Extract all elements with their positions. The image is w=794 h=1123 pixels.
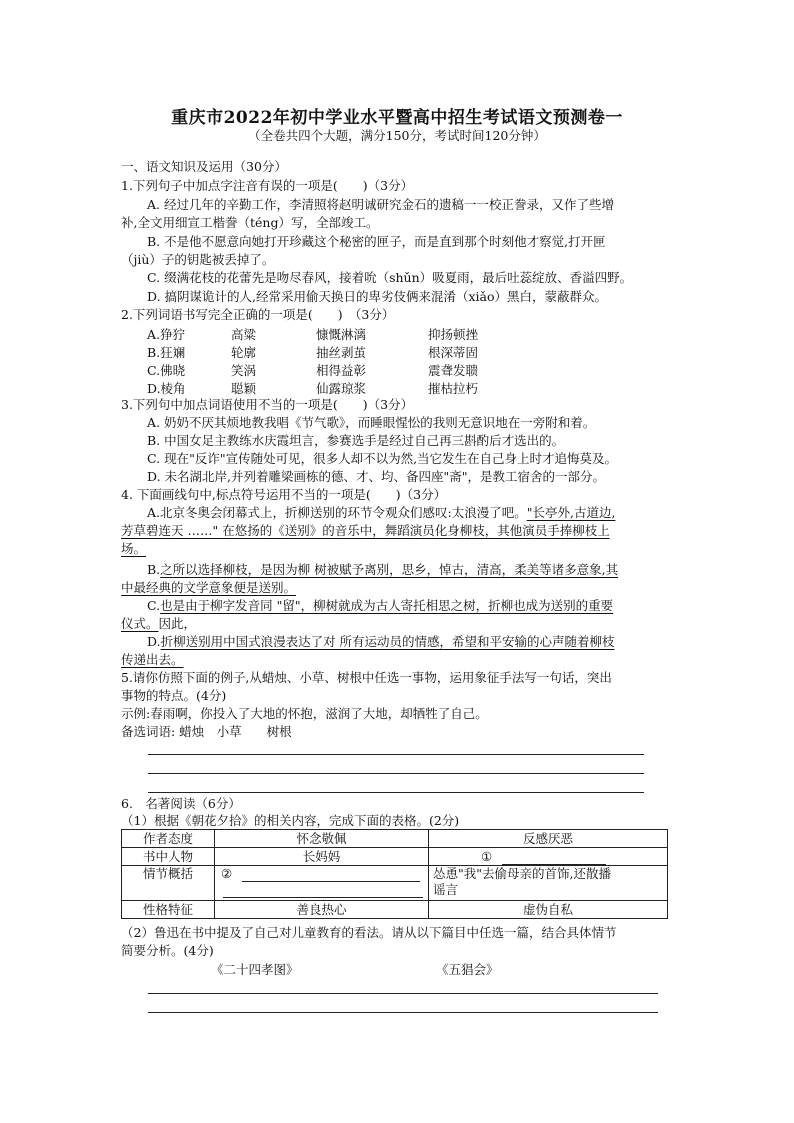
q6-sub1: （1）根据《朝花夕拾》的相关内容，完成下面的表格。(2分) — [121, 813, 460, 828]
q4-b-label: B. — [147, 562, 161, 577]
section-heading: 一、语文知识及运用（30分） — [121, 159, 287, 174]
table-cell: 性格特征 — [122, 901, 215, 919]
q2-word: 仙露琼浆 — [316, 381, 367, 396]
q2-stem: 2.下列词语书写完全正确的一项是( ) （3分） — [121, 307, 395, 322]
table-cell[interactable] — [215, 866, 429, 901]
q4-d-underlined: 折柳送别用中国式浪漫表达了对 所有运动员的情感，希望和平安输的心声随着柳枝 — [160, 634, 615, 649]
q2-word: 慷慨淋漓 — [316, 327, 367, 342]
q3-option-a: A. 奶奶不厌其烦地教我唱《节气歌》，而睡眼惺忪的我则无意识地在一旁附和着。 — [147, 415, 596, 430]
q2-word: B.狂斓 — [147, 345, 186, 360]
q2-word: 抑扬顿挫 — [428, 327, 479, 342]
q2-word: 高粱 — [231, 327, 257, 342]
blank-marker: ① — [481, 848, 493, 864]
q4-option-a-line3 — [121, 541, 146, 557]
q6-sub2-line1: （2）鲁迅在书中提及了自己对儿童教育的看法。请从以下篇目中任选一篇，结合具体情节 — [121, 925, 617, 940]
q1-option-b-line1: B. 不是他不愿意向她打开珍藏这个秘密的匣子，而是直到那个时刻他才察觉,打开匣 — [147, 234, 606, 249]
q1-option-b-line2: （jiù）子的钥匙被丢掉了。 — [121, 252, 275, 267]
q5-stem-line1: 5.请你仿照下面的例子,从蜡烛、小草、树根中任选一事物，运用象征手法写一句话，突出 — [121, 670, 612, 685]
q5-answer-line[interactable] — [148, 792, 644, 793]
q4-c-underlined: 仪式。 — [121, 616, 159, 631]
q2-word: 摧枯拉朽 — [428, 381, 479, 396]
q4-option-a-line1 — [147, 505, 615, 521]
plot-summary-line2: 谣言 — [433, 882, 459, 897]
q6-table — [121, 829, 668, 919]
table-cell: 善良热心 — [215, 901, 429, 919]
q4-option-c-line2 — [121, 616, 196, 632]
page-title: 重庆市2022年初中学业水平暨高中招生考试语文预测卷一 — [171, 108, 623, 128]
q5-stem-line2: 事物的特点。(4分) — [121, 688, 227, 703]
table-cell — [429, 866, 668, 901]
q6-answer-line[interactable] — [148, 993, 658, 994]
q1-option-c: C. 缀满花枝的花蕾先是吻尽春风，接着吮（shǔn）吸夏雨，最后吐蕊绽放、香溢四野。 — [147, 270, 633, 285]
blank-marker: ② — [221, 866, 233, 881]
table-cell: 情节概括 — [122, 866, 215, 901]
table-row — [122, 866, 668, 901]
q1-stem: 1.下列句子中加点字注音有误的一项是( )（3分） — [121, 178, 414, 193]
q3-stem: 3.下列句中加点词语使用不当的一项是( )（3分） — [121, 397, 414, 412]
q4-d-underlined: 传递出去。 — [121, 652, 184, 667]
table-cell: 怀念敬佩 — [215, 830, 429, 848]
q2-word: 笑涡 — [231, 363, 257, 378]
q1-option-d: D. 搞阴谋诡计的人,经常采用偷天换日的卑劣伎俩来混淆（xiǎo）黑白，蒙蔽群众。 — [147, 289, 608, 304]
q2-word: 抽丝剥茧 — [316, 345, 367, 360]
table-cell: 虚伪自私 — [429, 901, 668, 919]
q3-option-c: C. 现在"反诈"宣传随处可见，很多人却不以为然,当它发生在自己身上时才追悔莫及。 — [147, 451, 618, 466]
blank-1-field[interactable] — [502, 852, 606, 865]
q1-option-a-line1: A. 经过几年的辛勤工作，李清照将赵明诚研究金石的遗稿一一校正誊录，又作了些增 — [147, 197, 614, 212]
q2-word: 震聋发聩 — [428, 363, 479, 378]
q4-c-underlined: 也是由于柳字发音同 "留"，柳树就成为古人寄托相思之树，折柳也成为送别的重要 — [160, 598, 614, 613]
q4-option-d-line2 — [121, 652, 184, 668]
page-subtitle: （全卷共四个大题，满分150分，考试时间120分钟） — [248, 128, 546, 143]
q4-c-label: C. — [147, 598, 161, 613]
q6-book-option-2: 《五猖会》 — [436, 962, 499, 977]
q6-answer-line[interactable] — [148, 1012, 658, 1013]
q4-a-text: 场。 — [121, 541, 147, 556]
q3-option-b: B. 中国女足主教练水庆霞坦言，参赛选手是经过自己再三斟酌后才选出的。 — [147, 433, 565, 448]
q4-d-label: D. — [147, 634, 161, 649]
q1-option-a-line2: 补,全文用细宣工楷誊（téng）写，全部竣工。 — [121, 215, 379, 230]
table-cell: 作者态度 — [122, 830, 215, 848]
q4-a-underlined: 芳草碧连天 ……" — [121, 523, 219, 538]
q3-option-d: D. 未名湖北岸,并列着雕梁画栋的德、才、均、备四座"斋"，是教工宿舍的一部分。 — [147, 469, 605, 484]
q4-option-b-line1 — [147, 562, 618, 578]
q4-option-b-line2 — [121, 580, 296, 596]
table-row — [122, 848, 668, 866]
q5-answer-line[interactable] — [148, 754, 644, 755]
q6-sub2-line2: 简要分析。(4分) — [121, 943, 214, 958]
q4-b-underlined: 中最经典的文学意象便是送别。 — [121, 580, 297, 595]
q4-a-text: A.北京冬奥会闭幕式上，折柳送别的环节令观众们感叹:太浪漫了吧。 — [147, 505, 527, 520]
q2-word: C.佛晓 — [147, 363, 186, 378]
q4-option-a-line2 — [121, 523, 610, 539]
q5-example: 示例:春雨啊，你投入了大地的怀抱，滋润了大地，却牺牲了自己。 — [121, 706, 488, 721]
q2-word: 相得益彰 — [316, 363, 367, 378]
q4-c-text: 因此， — [158, 616, 197, 631]
table-cell: 反感厌恶 — [429, 830, 668, 848]
q4-a-underlined: "长亭外,古道边, — [526, 505, 616, 520]
table-row — [122, 901, 668, 919]
q6-book-option-1: 《二十四孝图》 — [211, 962, 299, 977]
q2-word: 轮廓 — [231, 345, 257, 360]
blank-2-field[interactable] — [242, 869, 420, 882]
q2-word: 根深蒂固 — [428, 345, 479, 360]
table-cell[interactable] — [429, 848, 668, 866]
plot-summary-line1: 怂恿"我"去偷母亲的首饰,还散播 — [433, 866, 611, 881]
q2-word: D.棱角 — [147, 381, 186, 396]
q4-b-underlined: 之所以选择柳枝，是因为柳 树被赋予离别，思乡，悼古，清高，柔美等诸多意象,其 — [160, 562, 619, 577]
table-row — [122, 830, 668, 848]
blank-2-field-line2[interactable] — [223, 885, 423, 898]
q4-option-d-line1 — [147, 634, 615, 650]
q4-stem: 4. 下面画线句中,标点符号运用不当的一项是( )（3分） — [121, 487, 447, 502]
q5-options: 备选词语: 蜡烛 小草 树根 — [121, 724, 292, 739]
table-cell: 长妈妈 — [215, 848, 429, 866]
q4-option-c-line1 — [147, 598, 613, 614]
table-cell: 书中人物 — [122, 848, 215, 866]
q5-answer-line[interactable] — [148, 773, 644, 774]
q4-a-text: 在悠扬的《送别》的音乐中，舞蹈演员化身柳枝，其他演员手捧柳枝上 — [218, 523, 610, 538]
q2-word: A.狰狞 — [147, 327, 186, 342]
q2-word: 聪颖 — [231, 381, 257, 396]
q6-stem: 6. 名著阅读（6分） — [121, 796, 241, 811]
